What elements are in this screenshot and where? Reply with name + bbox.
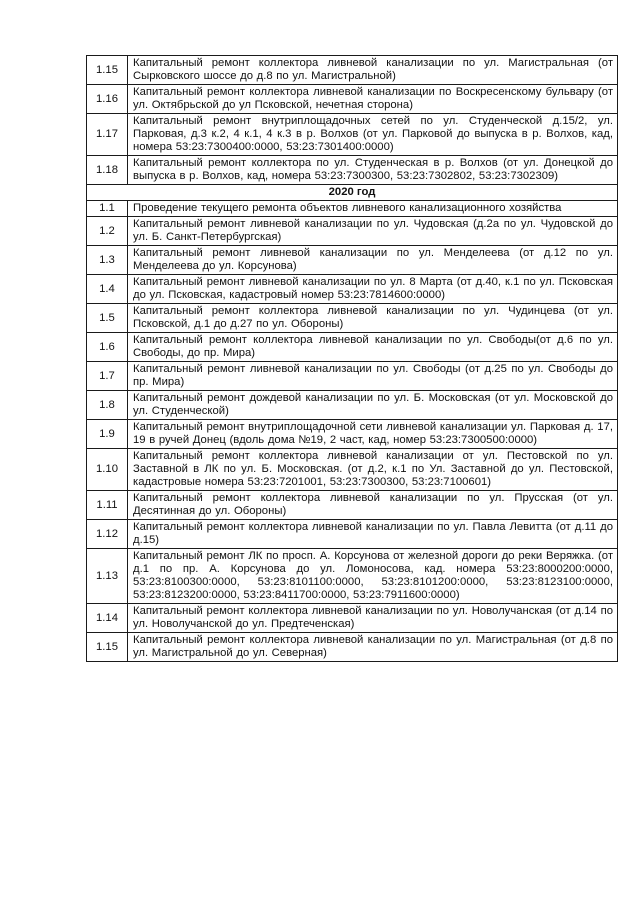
item-description: Капитальный ремонт ливневой канализации по ул. Чудовская (д.2а по ул. Чудовской до ул. Б. Санкт-Петербургская) — [128, 217, 618, 246]
item-number: 1.10 — [87, 449, 128, 491]
item-description: Капитальный ремонт коллектора ливневой канализации по ул. Прусская (от ул. Десятинная до ул. Обороны) — [128, 491, 618, 520]
item-description: Капитальный ремонт ливневой канализации по ул. Свободы (от д.25 по ул. Свободы до пр. Мира) — [128, 362, 618, 391]
item-description: Капитальный ремонт ливневой канализации по ул. Менделеева (от д.12 по ул. Менделеева до ул. Корсунова) — [128, 246, 618, 275]
item-number: 1.17 — [87, 114, 128, 156]
item-description: Капитальный ремонт коллектора ливневой канализации по ул. Чудинцева (от ул. Псковской, д.1 до д.27 по ул. Обороны) — [128, 304, 618, 333]
table-row — [87, 333, 618, 362]
table-row — [87, 217, 618, 246]
item-description: Проведение текущего ремонта объектов ливневого канализационного хозяйства — [128, 201, 618, 217]
works-table-body — [87, 56, 618, 662]
works-table — [86, 55, 618, 662]
item-description: Капитальный ремонт дождевой канализации по ул. Б. Московская (от ул. Московской до ул. Студенческой) — [128, 391, 618, 420]
item-number: 1.2 — [87, 217, 128, 246]
item-number: 1.18 — [87, 156, 128, 185]
table-row — [87, 549, 618, 604]
table-row — [87, 114, 618, 156]
item-description: Капитальный ремонт коллектора по ул. Студенческая в р. Волхов (от ул. Донецкой до выпуска в р. Волхов, кад, номера 53:23:7300300, 53:23:7302802, 53:23:7302309) — [128, 156, 618, 185]
item-number: 1.15 — [87, 56, 128, 85]
table-row — [87, 56, 618, 85]
item-number: 1.16 — [87, 85, 128, 114]
table-row — [87, 275, 618, 304]
table-row — [87, 520, 618, 549]
item-number: 1.6 — [87, 333, 128, 362]
item-number: 1.15 — [87, 633, 128, 662]
item-number: 1.8 — [87, 391, 128, 420]
item-description: Капитальный ремонт ливневой канализации по ул. 8 Марта (от д.40, к.1 по ул. Псковская до ул. Псковская, кадастровый номер 53:23:7814600:0000) — [128, 275, 618, 304]
item-number: 1.3 — [87, 246, 128, 275]
year-header-row — [87, 185, 618, 201]
year-header: 2020 год — [87, 185, 618, 201]
item-number: 1.5 — [87, 304, 128, 333]
table-row — [87, 156, 618, 185]
item-description: Капитальный ремонт внутриплощадочной сети ливневой канализации ул. Парковая д. 17, 19 в ручей Донец (вдоль дома №19, 2 част, кад, номер 53:23:7300500:0000) — [128, 420, 618, 449]
table-row — [87, 449, 618, 491]
item-number: 1.9 — [87, 420, 128, 449]
item-number: 1.1 — [87, 201, 128, 217]
item-description: Капитальный ремонт коллектора ливневой канализации по ул. Магистральная (от д.8 по ул. Магистральной до ул. Северная) — [128, 633, 618, 662]
item-description: Капитальный ремонт внутриплощадочных сетей по ул. Студенческой д.15/2, ул. Парковая, д.3 к.2, 4 к.1, 4 к.3 в р. Волхов (от ул. Парковой до выпуска в р. Волхов, кад, номера 53:23:7300400:0000, 53:23:7301400:0000) — [128, 114, 618, 156]
item-description: Капитальный ремонт коллектора ливневой канализации по ул. Павла Левитта (от д.11 до д.15) — [128, 520, 618, 549]
table-row — [87, 246, 618, 275]
table-row — [87, 491, 618, 520]
item-number: 1.7 — [87, 362, 128, 391]
item-description: Капитальный ремонт коллектора ливневой канализации по ул. Свободы(от д.6 по ул. Свободы, до пр. Мира) — [128, 333, 618, 362]
table-row — [87, 633, 618, 662]
table-row — [87, 304, 618, 333]
item-description: Капитальный ремонт коллектора ливневой канализации по Воскресенскому бульвару (от ул. Октябрьской до ул Псковской, нечетная сторона) — [128, 85, 618, 114]
item-number: 1.4 — [87, 275, 128, 304]
item-description: Капитальный ремонт коллектора ливневой канализации от ул. Пестовской по ул. Заставной в ЛК по ул. Б. Московская. (от д.2, к.1 по Ул. Заставной до ул. Пестовской, кадастровые номера 53:23:7201001, 53:23:7300300, 53:23:7100601) — [128, 449, 618, 491]
item-number: 1.11 — [87, 491, 128, 520]
table-row — [87, 85, 618, 114]
item-number: 1.14 — [87, 604, 128, 633]
item-number: 1.13 — [87, 549, 128, 604]
table-row — [87, 391, 618, 420]
item-number: 1.12 — [87, 520, 128, 549]
item-description: Капитальный ремонт ЛК по просп. А. Корсунова от железной дороги до реки Веряжка. (от д.1 по пр. А. Корсунова до ул. Ломоносова, кад. номера 53:23:8000200:0000, 53:23:8100300:0000, 53:23:8101100:0000, 53:23:8101200:0000, 53:23:8123100:0000, 53:23:8123200:0000, 53:23:8411700:0000, 53:23:7911600:0000) — [128, 549, 618, 604]
item-description: Капитальный ремонт коллектора ливневой канализации по ул. Новолучанская (от д.14 по ул. Новолучанской до ул. Предтеченская) — [128, 604, 618, 633]
table-row — [87, 604, 618, 633]
table-row — [87, 201, 618, 217]
table-row — [87, 362, 618, 391]
item-description: Капитальный ремонт коллектора ливневой канализации по ул. Магистральная (от Сырковского шоссе до д.8 по ул. Магистральной) — [128, 56, 618, 85]
table-row — [87, 420, 618, 449]
